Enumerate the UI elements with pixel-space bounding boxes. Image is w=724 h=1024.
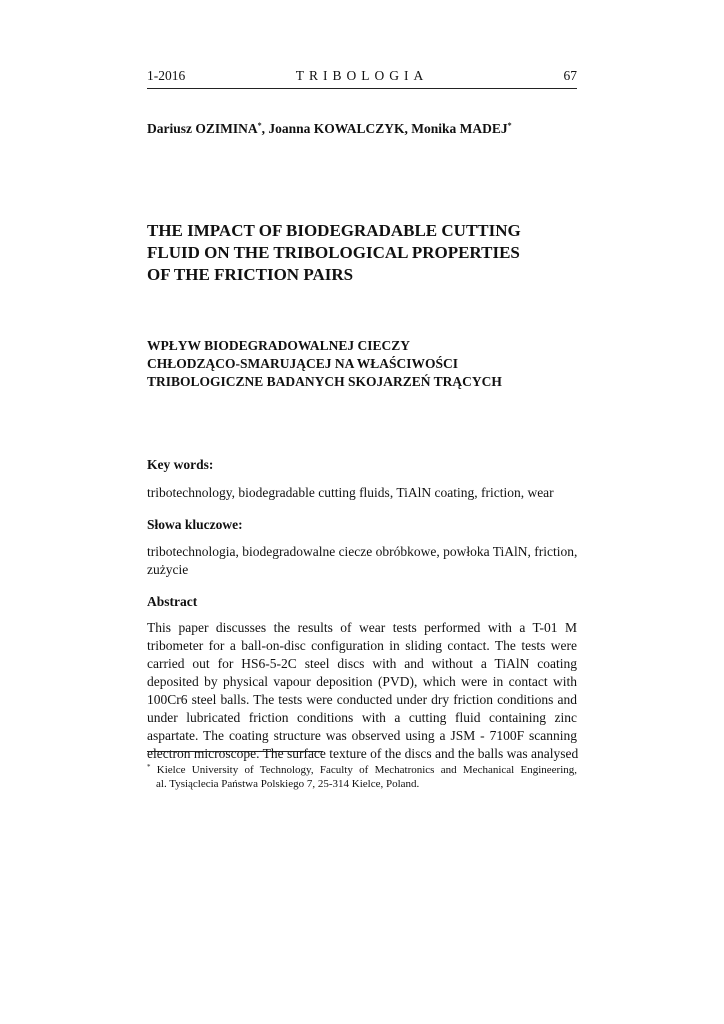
abstract-heading: Abstract [147, 594, 198, 609]
footnote-address: al. Tysiąclecia Państwa Polskiego 7, 25-314 Kielce, Poland. [156, 778, 420, 790]
title-line: FLUID ON THE TRIBOLOGICAL PROPERTIES [147, 243, 520, 262]
abstract-line: electron microscope. The surface texture of the discs and the balls was analysed [147, 746, 579, 761]
author-names-rest: , Joanna KOWALCZYK, Monika MADEJ [261, 121, 508, 136]
title-pl-line: TRIBOLOGICZNE BADANYCH SKOJARZEŃ TRĄCYCH [147, 374, 502, 389]
keywords-pl-text [147, 543, 577, 579]
abstract-line: This paper discusses the results of wear tests performed with a T-01 M [147, 620, 577, 635]
author-list [147, 121, 512, 137]
keywords-text: tribotechnology, biodegradable cutting fluids, TiAlN coating, friction, wear [147, 485, 554, 500]
title-line: OF THE FRICTION PAIRS [147, 265, 354, 284]
abstract-line: 100Cr6 steel balls. The tests were conducted under dry friction conditions and [147, 692, 577, 707]
issue-number: 1-2016 [147, 68, 186, 83]
keywords-pl-line: tribotechnologia, biodegradowalne ciecze obróbkowe, powłoka TiAlN, friction, [147, 544, 578, 559]
footnote-line [147, 760, 577, 777]
footnote-divider [147, 751, 323, 752]
keywords-pl-line: zużycie [147, 562, 189, 577]
page-number: 67 [563, 68, 577, 83]
abstract-line: aspartate. The coating structure was observed using a JSM - 7100F scanning [147, 728, 577, 743]
affiliation-mark: * [507, 121, 512, 130]
running-head [147, 68, 577, 89]
abstract-line: under lubricated friction conditions with a cutting fluid containing zinc [147, 710, 577, 725]
footnote-affiliation: Kielce University of Technology, Faculty of Mechatronics and Mechanical Engineering, [156, 764, 578, 776]
abstract-line: deposited by physical vapour deposition (PVD), which were in contact with [147, 674, 577, 689]
title-line: THE IMPACT OF BIODEGRADABLE CUTTING [147, 221, 521, 240]
paper-title-polish [147, 337, 577, 391]
footnote-mark: * [147, 763, 151, 771]
author-name: Dariusz OZIMINA [147, 121, 258, 136]
keywords-pl-heading: Słowa kluczowe: [147, 517, 243, 532]
abstract-line: tribometer for a ball-on-disc configuration in sliding contact. The tests were [147, 638, 577, 653]
title-pl-line: CHŁODZĄCO-SMARUJĄCEJ NA WŁAŚCIWOŚCI [147, 356, 459, 371]
journal-name: TRIBOLOGIA [295, 68, 429, 83]
paper-title [147, 220, 577, 286]
abstract-line: carried out for HS6-5-2C steel discs with and without a TiAlN coating [147, 656, 577, 671]
keywords-heading: Key words: [147, 457, 214, 472]
footnote [147, 760, 577, 791]
abstract-text [147, 619, 577, 763]
affiliation-mark: * [257, 121, 262, 130]
title-pl-line: WPŁYW BIODEGRADOWALNEJ CIECZY [147, 338, 411, 353]
